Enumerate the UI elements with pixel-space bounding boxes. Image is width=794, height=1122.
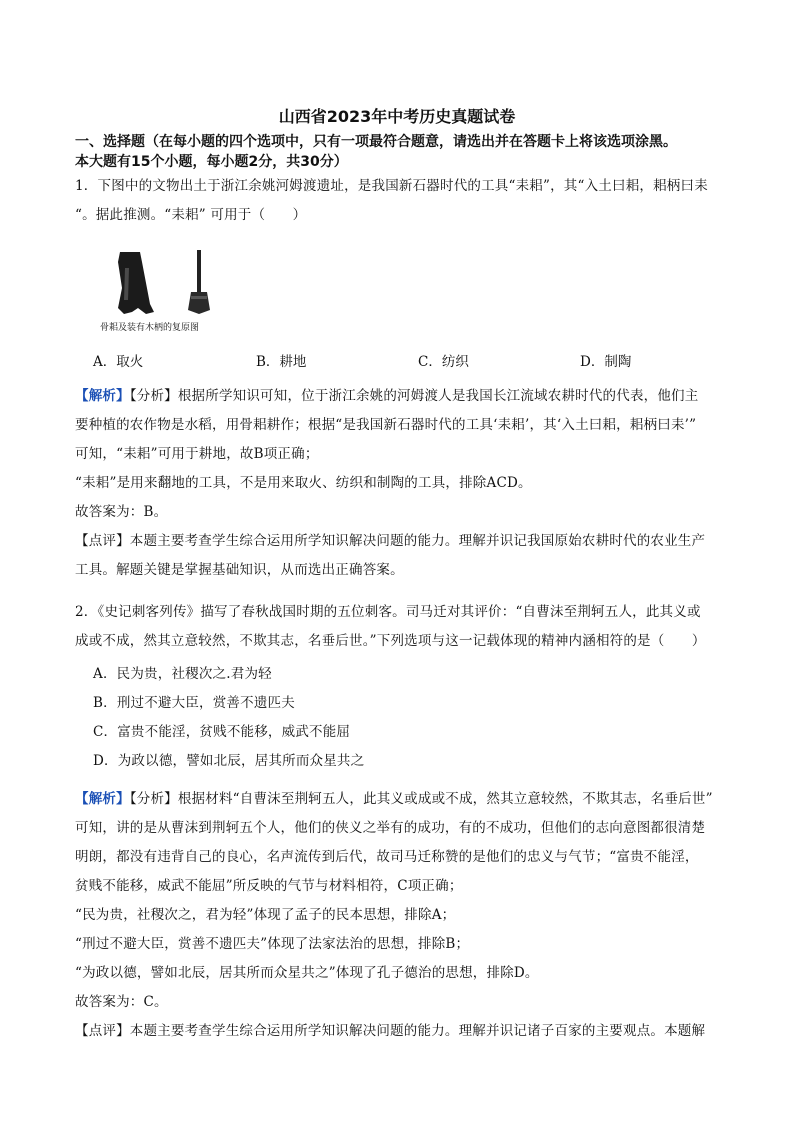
analysis-line: 【分析】根据材料“自曹沫至荆轲五人，此其义或成或不成，然其立意较然，不欺其志，名垂后世”: [129, 791, 713, 807]
q2-option-d[interactable]: D．为政以德，譬如北辰，居其所而众星共之: [93, 753, 365, 769]
answer-line: 故答案为：B。: [75, 504, 168, 520]
analysis-line: “民为贵，社稷次之，君为轻”体现了孟子的民本思想，排除A；: [75, 907, 456, 923]
question-1-stem: [75, 172, 755, 230]
stem-line: 成或不成，然其立意较然，不欺其志，名垂后世。”下列选项与这一记载体现的精神内涵相符的是（ ）: [75, 633, 706, 649]
stem-line: “。据此推测。“耒耜” 可用于（ ）: [75, 207, 307, 223]
section-heading: [75, 132, 755, 172]
answer-line: 故答案为：C。: [75, 994, 168, 1010]
q1-option-d[interactable]: D．制陶: [580, 354, 632, 370]
bone-plough-illustration: [98, 248, 230, 334]
review-line: 【点评】本题主要考查学生综合运用所学知识解决问题的能力。理解并识记我国原始农耕时代的农业生产: [75, 533, 706, 549]
analysis-line: 【分析】根据所学知识可知，位于浙江余姚的河姆渡人是我国长江流域农耕时代的代表，他们主: [129, 388, 699, 404]
q2-option-b[interactable]: B．刑过不避大臣，赏善不遗匹夫: [93, 695, 295, 711]
q2-option-a[interactable]: A．民为贵，社稷次之.君为轻: [93, 666, 272, 682]
analysis-line: 贫贱不能移，威武不能屈”所反映的气节与材料相符，C项正确；: [75, 878, 463, 894]
section-heading-line: 本大题有15个小题，每小题2分，共30分）: [75, 154, 348, 170]
question-2-stem: [75, 598, 755, 656]
analysis-line: 要种植的农作物是水稻，用骨耜耕作；根据“是我国新石器时代的工具‘耒耜’，其‘入土曰耜，耜柄曰耒’”: [75, 417, 697, 433]
analysis-line: “刑过不避大臣，赏善不遗匹夫”体现了法家法治的思想，排除B；: [75, 936, 470, 952]
q1-option-b[interactable]: B．耕地: [256, 354, 307, 370]
page-title: 山西省2023年中考历史真题试卷: [278, 107, 516, 126]
analysis-tag: 【解析】: [75, 388, 130, 404]
section-heading-line: 一、选择题（在每小题的四个选项中，只有一项最符合题意，请选出并在答题卡上将该选项涂黑。: [75, 134, 677, 150]
analysis-tag: 【解析】: [75, 791, 130, 807]
analysis-line: 明朗，都没有违背自己的良心，名声流传到后代，故司马迁称赞的是他们的忠义与气节；“富贵不能淫，: [75, 849, 699, 865]
analysis-line: “耒耜”是用来翻地的工具，不是用来取火、纺织和制陶的工具，排除ACD。: [75, 475, 532, 491]
stem-line: 2．《史记刺客列传》描写了春秋战国时期的五位刺客。司马迁对其评价：“自曹沫至荆轲五人，此其义或: [75, 604, 701, 620]
review-line: 工具。解题关键是掌握基础知识，从而选出正确答案。: [75, 562, 404, 578]
figure-caption: 骨耜及装有木柄的复原图: [100, 323, 200, 333]
q2-analysis: [75, 785, 755, 1046]
q1-option-c[interactable]: C．纺织: [418, 354, 469, 370]
bone-plough-figure: [98, 248, 230, 334]
q1-analysis: [75, 382, 755, 585]
analysis-line: 可知，“耒耜”可用于耕地，故B项正确；: [75, 446, 319, 462]
q2-option-c[interactable]: C．富贵不能淫，贫贱不能移，威武不能屈: [93, 724, 351, 740]
q2-options: [93, 660, 753, 776]
q1-option-a[interactable]: A．取火: [93, 354, 144, 370]
stem-line: 1．下图中的文物出土于浙江余姚河姆渡遗址，是我国新石器时代的工具“耒耜”，其“入土曰耜，耜柄曰耒: [75, 178, 708, 194]
analysis-line: “为政以德，譬如北辰，居其所而众星共之”体现了孔子德治的思想，排除D。: [75, 965, 539, 981]
review-line: 【点评】本题主要考查学生综合运用所学知识解决问题的能力。理解并识记诸子百家的主要观点。本题解: [75, 1023, 706, 1039]
analysis-line: 可知，讲的是从曹沫到荆轲五个人，他们的侠义之举有的成功，有的不成功，但他们的志向意图都很清楚: [75, 820, 706, 836]
